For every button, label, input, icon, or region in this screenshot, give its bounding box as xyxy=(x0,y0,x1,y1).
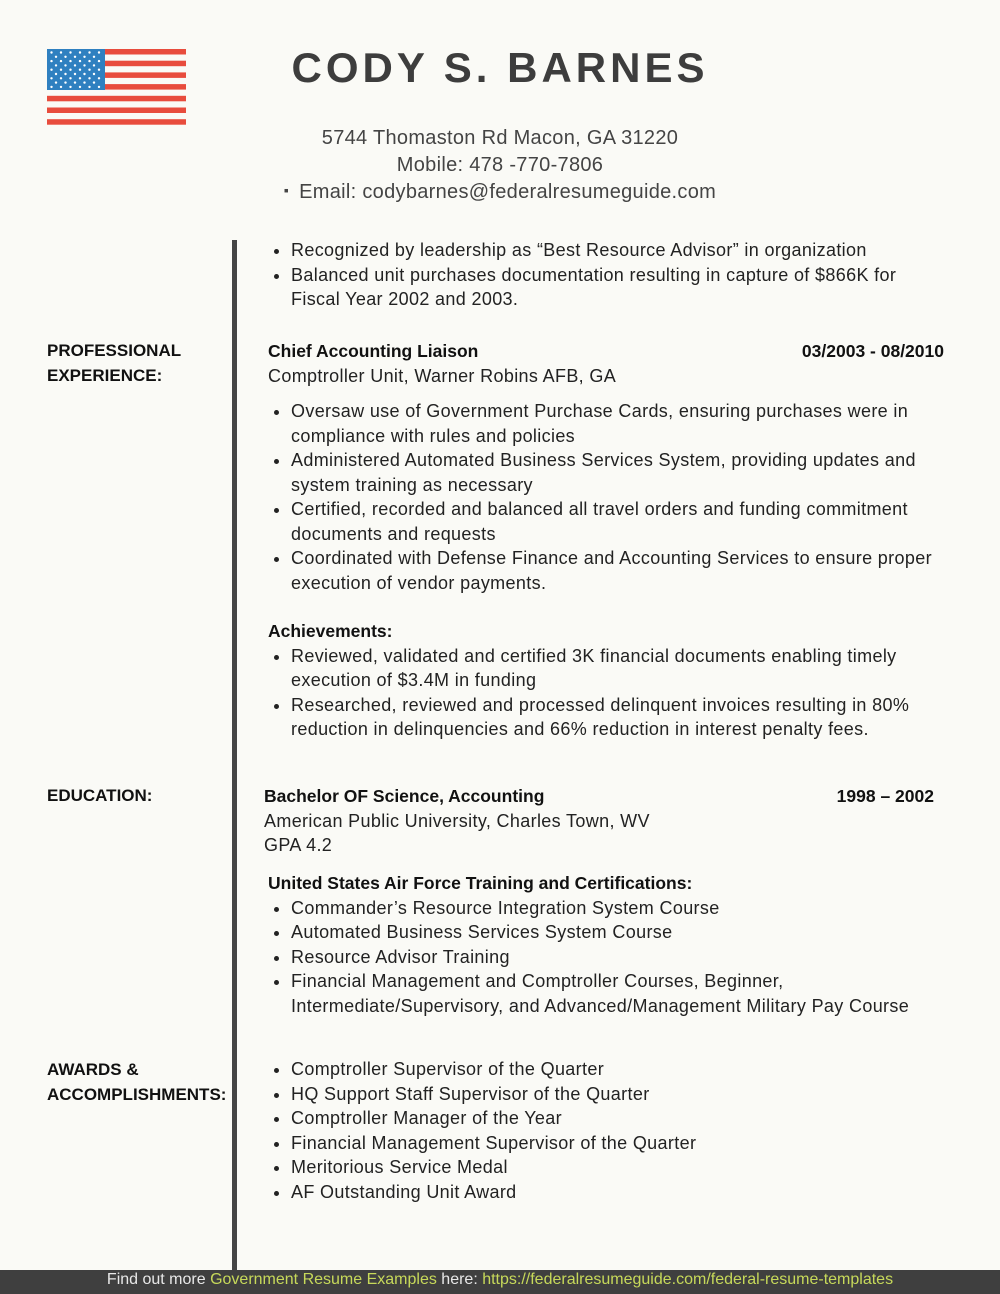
email: Email: codybarnes@federalresumeguide.com xyxy=(299,181,717,203)
list-item: • Financial Management and Comptroller Courses, Beginner, Intermediate/Supervisory, and Advanced/Management Military Pay Course xyxy=(291,969,948,1018)
list-item: • Financial Management Supervisor of the Quarter xyxy=(291,1131,948,1156)
footer-text: here: xyxy=(436,1271,483,1288)
candidate-name: CODY S. BARNES xyxy=(291,44,709,91)
list-item: • Reviewed, validated and certified 3K financial documents enabling timely execution of $3.4M in funding xyxy=(291,644,944,693)
gpa: GPA 4.2 xyxy=(264,835,333,855)
degree: Bachelor OF Science, Accounting xyxy=(264,786,545,806)
training-block xyxy=(268,871,948,1018)
label-line: PROFESSIONAL xyxy=(47,341,182,360)
address: 5744 Thomaston Rd Macon, GA 31220 xyxy=(321,127,679,149)
footer-link-examples[interactable]: Government Resume Examples xyxy=(210,1271,437,1288)
list-item: • Balanced unit purchases documentation resulting in capture of $866K for Fiscal Year 2002 and 2003. xyxy=(291,263,948,312)
section-label-awards xyxy=(47,1058,226,1107)
section-label-education: EDUCATION: xyxy=(47,786,153,805)
awards-block xyxy=(268,1057,948,1204)
label-line: ACCOMPLISHMENTS: xyxy=(47,1084,227,1104)
education-block xyxy=(264,784,934,858)
list-item: • Oversaw use of Government Purchase Cards, ensuring purchases were in compliance with rules and policies xyxy=(291,399,944,448)
footer-link-url[interactable]: https://federalresumeguide.com/federal-resume-templates xyxy=(482,1271,894,1288)
training-title: United States Air Force Training and Certifications: xyxy=(268,873,693,893)
list-item: • Coordinated with Defense Finance and Accounting Services to ensure proper execution of vendor payments. xyxy=(291,546,944,595)
list-item: • Administered Automated Business Services System, providing updates and system training as necessary xyxy=(291,448,944,497)
list-item: • Resource Advisor Training xyxy=(291,945,948,970)
footer-text: Find out more xyxy=(106,1271,211,1288)
job-org: Comptroller Unit, Warner Robins AFB, GA xyxy=(268,365,617,386)
section-label-experience xyxy=(47,339,181,388)
list-item: • Certified, recorded and balanced all travel orders and funding commitment documents and requests xyxy=(291,497,944,546)
list-item: • HQ Support Staff Supervisor of the Quarter xyxy=(291,1082,948,1107)
email-line xyxy=(0,181,1000,204)
list-item: • Commander’s Resource Integration System Course xyxy=(291,896,948,921)
bullet-icon: ▪ xyxy=(283,182,290,198)
list-item: • Researched, reviewed and processed delinquent invoices resulting in 80% reduction in delinquencies and 66% reduction in interest penalty fees. xyxy=(291,693,944,742)
list-item: • Recognized by leadership as “Best Resource Advisor” in organization xyxy=(291,238,948,263)
experience-block xyxy=(268,339,944,742)
list-item: • Meritorious Service Medal xyxy=(291,1155,948,1180)
footer xyxy=(0,1270,1000,1294)
achievements-title: Achievements: xyxy=(268,621,393,641)
divider-line xyxy=(232,240,237,1270)
job-title: Chief Accounting Liaison xyxy=(268,341,479,361)
list-item: • Automated Business Services System Course xyxy=(291,920,948,945)
education-dates: 1998 – 2002 xyxy=(836,786,934,806)
label-line: EXPERIENCE: xyxy=(47,365,163,385)
job-dates: 03/2003 - 08/2010 xyxy=(801,341,944,361)
intro-bullets xyxy=(268,238,948,312)
school: American Public University, Charles Town, WV xyxy=(264,810,650,831)
mobile: Mobile: 478 -770-7806 xyxy=(396,154,604,176)
list-item: • Comptroller Supervisor of the Quarter xyxy=(291,1057,948,1082)
list-item: • Comptroller Manager of the Year xyxy=(291,1106,948,1131)
list-item: • AF Outstanding Unit Award xyxy=(291,1180,948,1205)
label-line: AWARDS & xyxy=(47,1060,139,1079)
